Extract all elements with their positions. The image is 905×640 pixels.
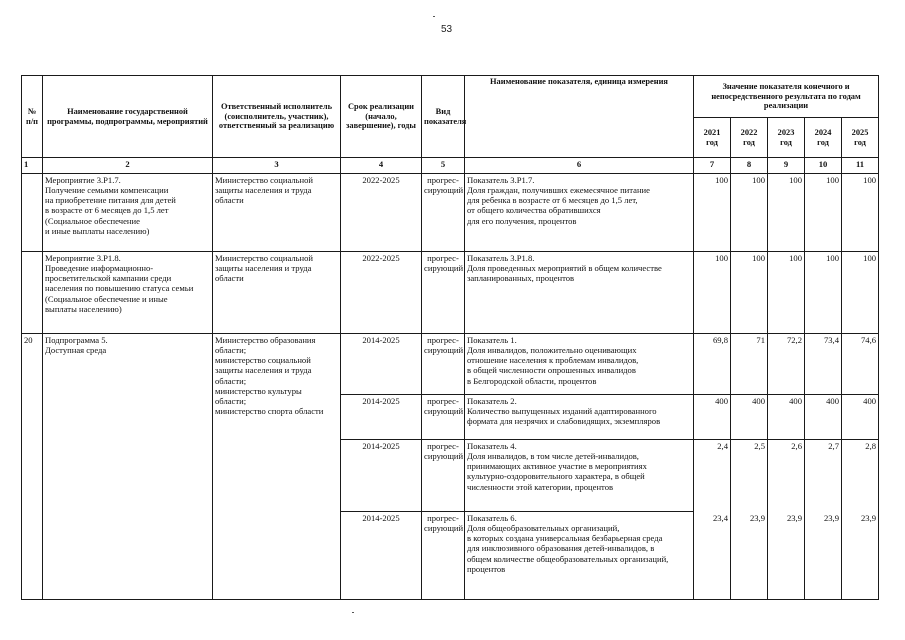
value-2024: 73,4 [805, 334, 842, 395]
column-index-row [22, 158, 879, 174]
value-2021: 400 [694, 395, 731, 440]
subprogram-name: Подпрограмма 5. Доступная среда [43, 334, 213, 600]
value-2022: 2,5 [731, 440, 768, 512]
period: 2014-2025 [341, 512, 422, 600]
value-2024: 100 [805, 252, 842, 334]
responsible: Министерство образования области; министерство социальной защиты населения и труда области; министерство культуры области; министерство спорта области [213, 334, 341, 600]
value-2021: 100 [694, 252, 731, 334]
row-num [22, 252, 43, 334]
indicator-name: Показатель 3.Р1.8. Доля проведенных мероприятий в общем количестве запланированных, процентов [465, 252, 694, 334]
value-2022: 71 [731, 334, 768, 395]
header-values-title: Значение показателя конечного и непосредственного результата по годам реализации [694, 76, 879, 118]
header-row [22, 76, 879, 118]
value-2023: 72,2 [768, 334, 805, 395]
header-indicator: Наименование показателя, единица измерения [465, 76, 694, 158]
value-2024: 2,7 [805, 440, 842, 512]
header-period: Срок реализации (начало, завершение), годы [341, 76, 422, 158]
header-program-name: Наименование государственной программы, подпрограммы, мероприятий [43, 76, 213, 158]
header-year: 2021 год [694, 118, 731, 158]
scan-mark [433, 16, 435, 17]
value-2022: 400 [731, 395, 768, 440]
header-year: 2024 год [805, 118, 842, 158]
table-row [22, 252, 879, 334]
col-index: 6 [465, 158, 694, 174]
col-index: 4 [341, 158, 422, 174]
value-2022: 100 [731, 174, 768, 252]
activity-name: Мероприятие 3.Р1.8. Проведение информационно- просветительской кампании среди населения по повышению статуса семьи (Социальное обеспечение и иные выплаты населению) [43, 252, 213, 334]
header-type: Вид показателя [422, 76, 465, 158]
value-2021: 23,4 [694, 512, 731, 600]
row-num [22, 174, 43, 252]
value-2021: 100 [694, 174, 731, 252]
header-responsible: Ответственный исполнитель (соисполнитель, участник), ответственный за реализацию [213, 76, 341, 158]
header-year: 2025 год [842, 118, 879, 158]
col-index: 3 [213, 158, 341, 174]
value-2023: 100 [768, 252, 805, 334]
col-index: 1 [22, 158, 43, 174]
indicator-name: Показатель 2. Количество выпущенных изданий адаптированного формата для незрячих и слабовидящих, экземпляров [465, 395, 694, 440]
row-num: 20 [22, 334, 43, 600]
indicator-type: прогрес- сирующий [422, 512, 465, 600]
table-row [22, 334, 879, 395]
scan-mark [352, 612, 354, 613]
value-2022: 23,9 [731, 512, 768, 600]
period: 2014-2025 [341, 440, 422, 512]
col-index: 9 [768, 158, 805, 174]
value-2024: 100 [805, 174, 842, 252]
col-index: 5 [422, 158, 465, 174]
col-index: 10 [805, 158, 842, 174]
value-2023: 23,9 [768, 512, 805, 600]
value-2025: 100 [842, 174, 879, 252]
value-2022: 100 [731, 252, 768, 334]
indicator-name: Показатель 6. Доля общеобразовательных организаций, в которых создана универсальная безбарьерная среда для инклюзивного образования детей-инвалидов, в общем количестве общеобразовательных организаций, процентов [465, 512, 694, 600]
indicator-type: прогрес- сирующий [422, 395, 465, 440]
header-num: № п/п [22, 76, 43, 158]
col-index: 7 [694, 158, 731, 174]
value-2021: 2,4 [694, 440, 731, 512]
col-index: 2 [43, 158, 213, 174]
table-row [22, 174, 879, 252]
value-2023: 400 [768, 395, 805, 440]
indicator-type: прогрес- сирующий [422, 440, 465, 512]
indicator-type: прогрес- сирующий [422, 334, 465, 395]
col-index: 11 [842, 158, 879, 174]
indicator-name: Показатель 1. Доля инвалидов, положительно оценивающих отношение населения к проблемам инвалидов, в общей численности опрошенных инвалидов в Белгородской области, процентов [465, 334, 694, 395]
period: 2022-2025 [341, 174, 422, 252]
period: 2014-2025 [341, 395, 422, 440]
col-index: 8 [731, 158, 768, 174]
value-2025: 74,6 [842, 334, 879, 395]
value-2023: 100 [768, 174, 805, 252]
header-year: 2023 год [768, 118, 805, 158]
page-number: 53 [441, 24, 453, 35]
indicator-type: прогрес- сирующий [422, 174, 465, 252]
activity-name: Мероприятие 3.Р1.7. Получение семьями компенсации на приобретение питания для детей в возрасте от 6 месяцев до 1,5 лет (Социальное обеспечение и иные выплаты населению) [43, 174, 213, 252]
responsible: Министерство социальной защиты населения и труда области [213, 174, 341, 252]
period: 2014-2025 [341, 334, 422, 395]
value-2024: 23,9 [805, 512, 842, 600]
value-2023: 2,6 [768, 440, 805, 512]
value-2025: 400 [842, 395, 879, 440]
value-2024: 400 [805, 395, 842, 440]
period: 2022-2025 [341, 252, 422, 334]
responsible: Министерство социальной защиты населения и труда области [213, 252, 341, 334]
value-2025: 100 [842, 252, 879, 334]
indicator-name: Показатель 3.Р1.7. Доля граждан, получивших ежемесячное питание для ребенка в возрасте от 6 месяцев до 1,5 лет, от общего количества обратившихся для его получения, процентов [465, 174, 694, 252]
value-2025: 23,9 [842, 512, 879, 600]
indicator-name: Показатель 4. Доля инвалидов, в том числе детей-инвалидов, принимающих активное участие в мероприятиях культурно-оздоровительного характера, в общей численности этой категории, процентов [465, 440, 694, 512]
header-year: 2022 год [731, 118, 768, 158]
indicator-type: прогрес- сирующий [422, 252, 465, 334]
value-2025: 2,8 [842, 440, 879, 512]
indicators-table [21, 75, 879, 600]
value-2021: 69,8 [694, 334, 731, 395]
